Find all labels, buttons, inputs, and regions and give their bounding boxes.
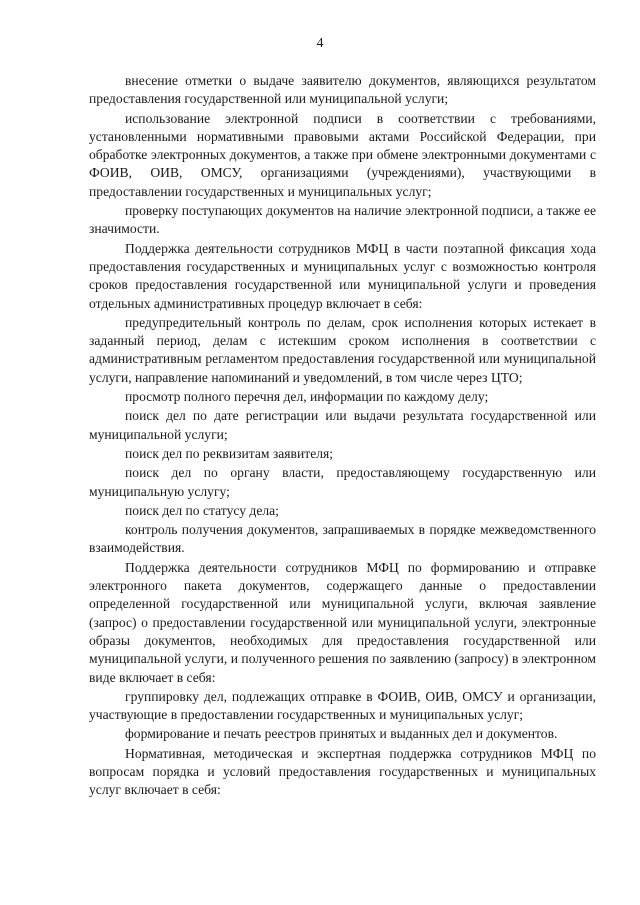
paragraph: просмотр полного перечня дел, информации по каждому делу; (125, 389, 489, 405)
paragraph: поиск дел по реквизитам заявителя; (125, 445, 334, 461)
paragraph: внесение отметки о выдаче заявителю документов, являющихся результатом предоставления государственной или муниципальной услуги; (89, 73, 596, 107)
paragraph: поиск дел по статусу дела; (125, 502, 279, 518)
paragraph: использование электронной подписи в соответствии с требованиями, установленными нормативными правовыми актами Российской Федерации, при обработке электронных документов, а также при обмене электронными документами с ФОИВ, ОИВ, ОМСУ, организациями (учреждениями), участвующими в предоставлении государственных и муниципальных услуг; (89, 110, 596, 199)
paragraph: контроль получения документов, запрашиваемых в порядке межведомственного взаимодействия. (89, 522, 596, 556)
paragraph: группировку дел, подлежащих отправке в ФОИВ, ОИВ, ОМСУ и организации, участвующие в предоставлении государственных и муниципальных услуг; (89, 688, 596, 723)
paragraph: поиск дел по дате регистрации или выдачи результата государственной или муниципальной услуги; (89, 408, 596, 442)
paragraph: формирование и печать реестров принятых и выданных дел и документов. (125, 726, 558, 742)
page-number: 4 (316, 36, 324, 51)
paragraph: Нормативная, методическая и экспертная поддержка сотрудников МФЦ по вопросам порядка и условий предоставления государственных и муниципальных услуг включает в себя: (89, 745, 596, 798)
paragraph: поиск дел по органу власти, предоставляющему государственную или муниципальную услугу; (89, 465, 596, 499)
paragraph: Поддержка деятельности сотрудников МФЦ по формированию и отправке электронного пакета документов, содержащего данные о предоставлении определенной государственной или муниципальной услуги, включая заявление (запрос) о предоставлении государственной или муниципальной услуги, электронные образы документов, необходимых для предоставления государственной или муниципальной услуги, и полученного решения по заявлению (запросу) в электронном виде включает в себя: (89, 559, 596, 685)
document-body (89, 72, 596, 801)
paragraph: предупредительный контроль по делам, срок исполнения которых истекает в заданный период, делам с истекшим сроком исполнения в соответствии с административным регламентом предоставления государственной или муниципальной услуги, направление напоминаний и уведомлений, в том числе через ЦТО; (89, 314, 596, 385)
paragraph: проверку поступающих документов на наличие электронной подписи, а также ее значимости. (89, 203, 596, 237)
paragraph: Поддержка деятельности сотрудников МФЦ в части поэтапной фиксация хода предоставления государственных и муниципальных услуг с возможностью контроля сроков предоставления государственной или муниципальной услуги и проведения отдельных административных процедур включает в себя: (89, 240, 596, 311)
